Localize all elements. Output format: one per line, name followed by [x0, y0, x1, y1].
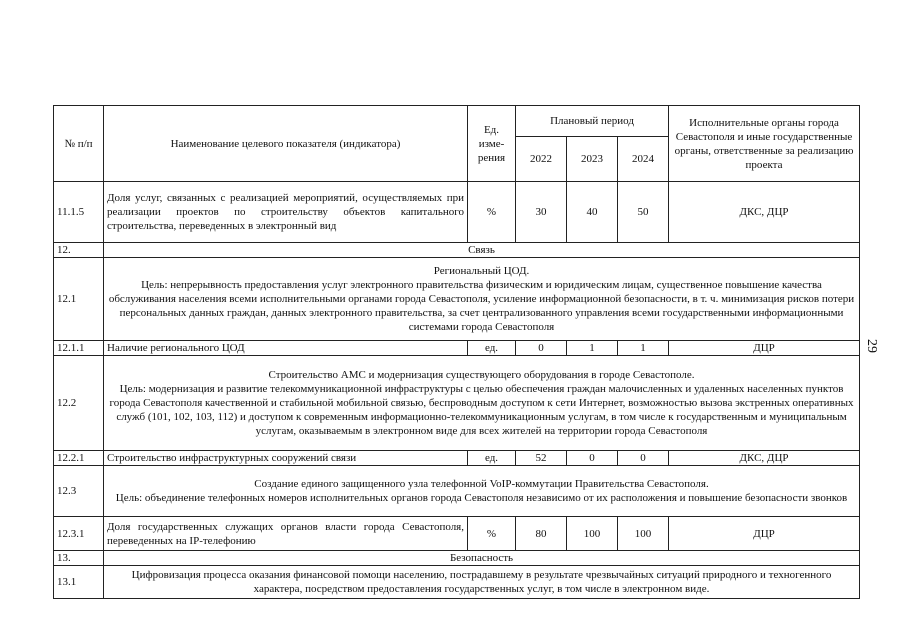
header-name: Наименование целевого показателя (индикатора) [104, 106, 468, 182]
project-description [104, 356, 860, 451]
value-2024: 50 [618, 182, 669, 243]
indicator-name: Наличие регионального ЦОД [104, 341, 468, 356]
header-year-2022: 2022 [516, 137, 567, 182]
section-row [54, 551, 860, 566]
row-number: 12.2.1 [54, 451, 104, 466]
project-goal: Цель: непрерывность предоставления услуг электронного правительства физическим и юридическим лицам, существенное повышение качества обслуживания населения всеми исполнительными органами города Севастополя, усиление информационной безопасности, в т. ч. минимизация рисков потери персональных данных граждан, данных электронного правительства, за счет централизованного управления всеми государственными информационными системами города Севастополя [108, 279, 855, 333]
value-2023: 1 [567, 341, 618, 356]
project-goal: Цель: объединение телефонных номеров исполнительных органов города Севастополя независимо от их расположения и повышение безопасности звонков [115, 492, 848, 504]
row-number: 12.2 [54, 356, 104, 451]
project-row [54, 356, 860, 451]
unit-cell: % [468, 517, 516, 551]
project-description: Цифровизация процесса оказания финансовой помощи населению, пострадавшему в результате чрезвычайных ситуаций природного и техногенного характера, посредством предоставления государственных услуг, в том числе в электронном виде. [104, 566, 860, 599]
project-description [104, 466, 860, 517]
header-year-2023: 2023 [567, 137, 618, 182]
project-row [54, 466, 860, 517]
table-row [54, 182, 860, 243]
executor-cell: ДКС, ДЦР [669, 451, 860, 466]
header-num: № п/п [54, 106, 104, 182]
table-row [54, 451, 860, 466]
header-row [54, 106, 860, 137]
header-year-2024: 2024 [618, 137, 669, 182]
row-number: 12.1 [54, 258, 104, 341]
unit-cell: ед. [468, 341, 516, 356]
header-unit: Ед. изме-рения [468, 106, 516, 182]
value-2022: 80 [516, 517, 567, 551]
project-title: Региональный ЦОД. [433, 265, 530, 277]
table-row [54, 341, 860, 356]
section-row [54, 243, 860, 258]
value-2024: 1 [618, 341, 669, 356]
project-description [104, 258, 860, 341]
row-number: 12. [54, 243, 104, 258]
indicator-name: Доля государственных служащих органов власти города Севастополя, переведенных на IP-телефонию [104, 517, 468, 551]
value-2024: 0 [618, 451, 669, 466]
value-2022: 0 [516, 341, 567, 356]
section-title: Безопасность [104, 551, 860, 566]
indicator-name: Строительство инфраструктурных сооружений связи [104, 451, 468, 466]
row-number: 12.3.1 [54, 517, 104, 551]
value-2023: 100 [567, 517, 618, 551]
project-row [54, 258, 860, 341]
value-2024: 100 [618, 517, 669, 551]
row-number: 13. [54, 551, 104, 566]
row-number: 12.3 [54, 466, 104, 517]
project-row [54, 566, 860, 599]
section-title: Связь [104, 243, 860, 258]
row-number: 11.1.5 [54, 182, 104, 243]
indicators-table [53, 105, 860, 599]
value-2023: 40 [567, 182, 618, 243]
project-title: Строительство АМС и модернизация существующего оборудования в городе Севастополе. [268, 369, 695, 381]
row-number: 13.1 [54, 566, 104, 599]
page-number: 29 [864, 339, 879, 353]
row-number: 12.1.1 [54, 341, 104, 356]
header-executors: Исполнительные органы города Севастополя и иные государственные органы, ответственные за реализацию проекта [669, 106, 860, 182]
value-2023: 0 [567, 451, 618, 466]
unit-cell: ед. [468, 451, 516, 466]
indicator-name: Доля услуг, связанных с реализацией мероприятий, осуществляемых при реализации проектов по строительству объектов капитального строительства, переведенных в электронный вид [104, 182, 468, 243]
value-2022: 52 [516, 451, 567, 466]
executor-cell: ДЦР [669, 517, 860, 551]
project-title: Создание единого защищенного узла телефонной VoIP-коммутации Правительства Севастополя. [254, 478, 709, 490]
executor-cell: ДКС, ДЦР [669, 182, 860, 243]
unit-cell: % [468, 182, 516, 243]
table-row [54, 517, 860, 551]
project-goal: Цель: модернизация и развитие телекоммуникационной инфраструктуры с целью обеспечения граждан малочисленных и удаленных населенных пунктов города Севастополя качественной и стабильной мобильной связью, беспроводным доступом к сети Интернет, возможностью вызова экстренных оперативных служб (101, 102, 103, 112) и доступом к современным информационно-телекоммуникационным услугам, в том числе к государственным и муниципальным услугам, оказываемым в электронном виде для всех жителей на территории города Севастополя [109, 383, 854, 437]
value-2022: 30 [516, 182, 567, 243]
executor-cell: ДЦР [669, 341, 860, 356]
header-planned-period: Плановый период [516, 106, 669, 137]
